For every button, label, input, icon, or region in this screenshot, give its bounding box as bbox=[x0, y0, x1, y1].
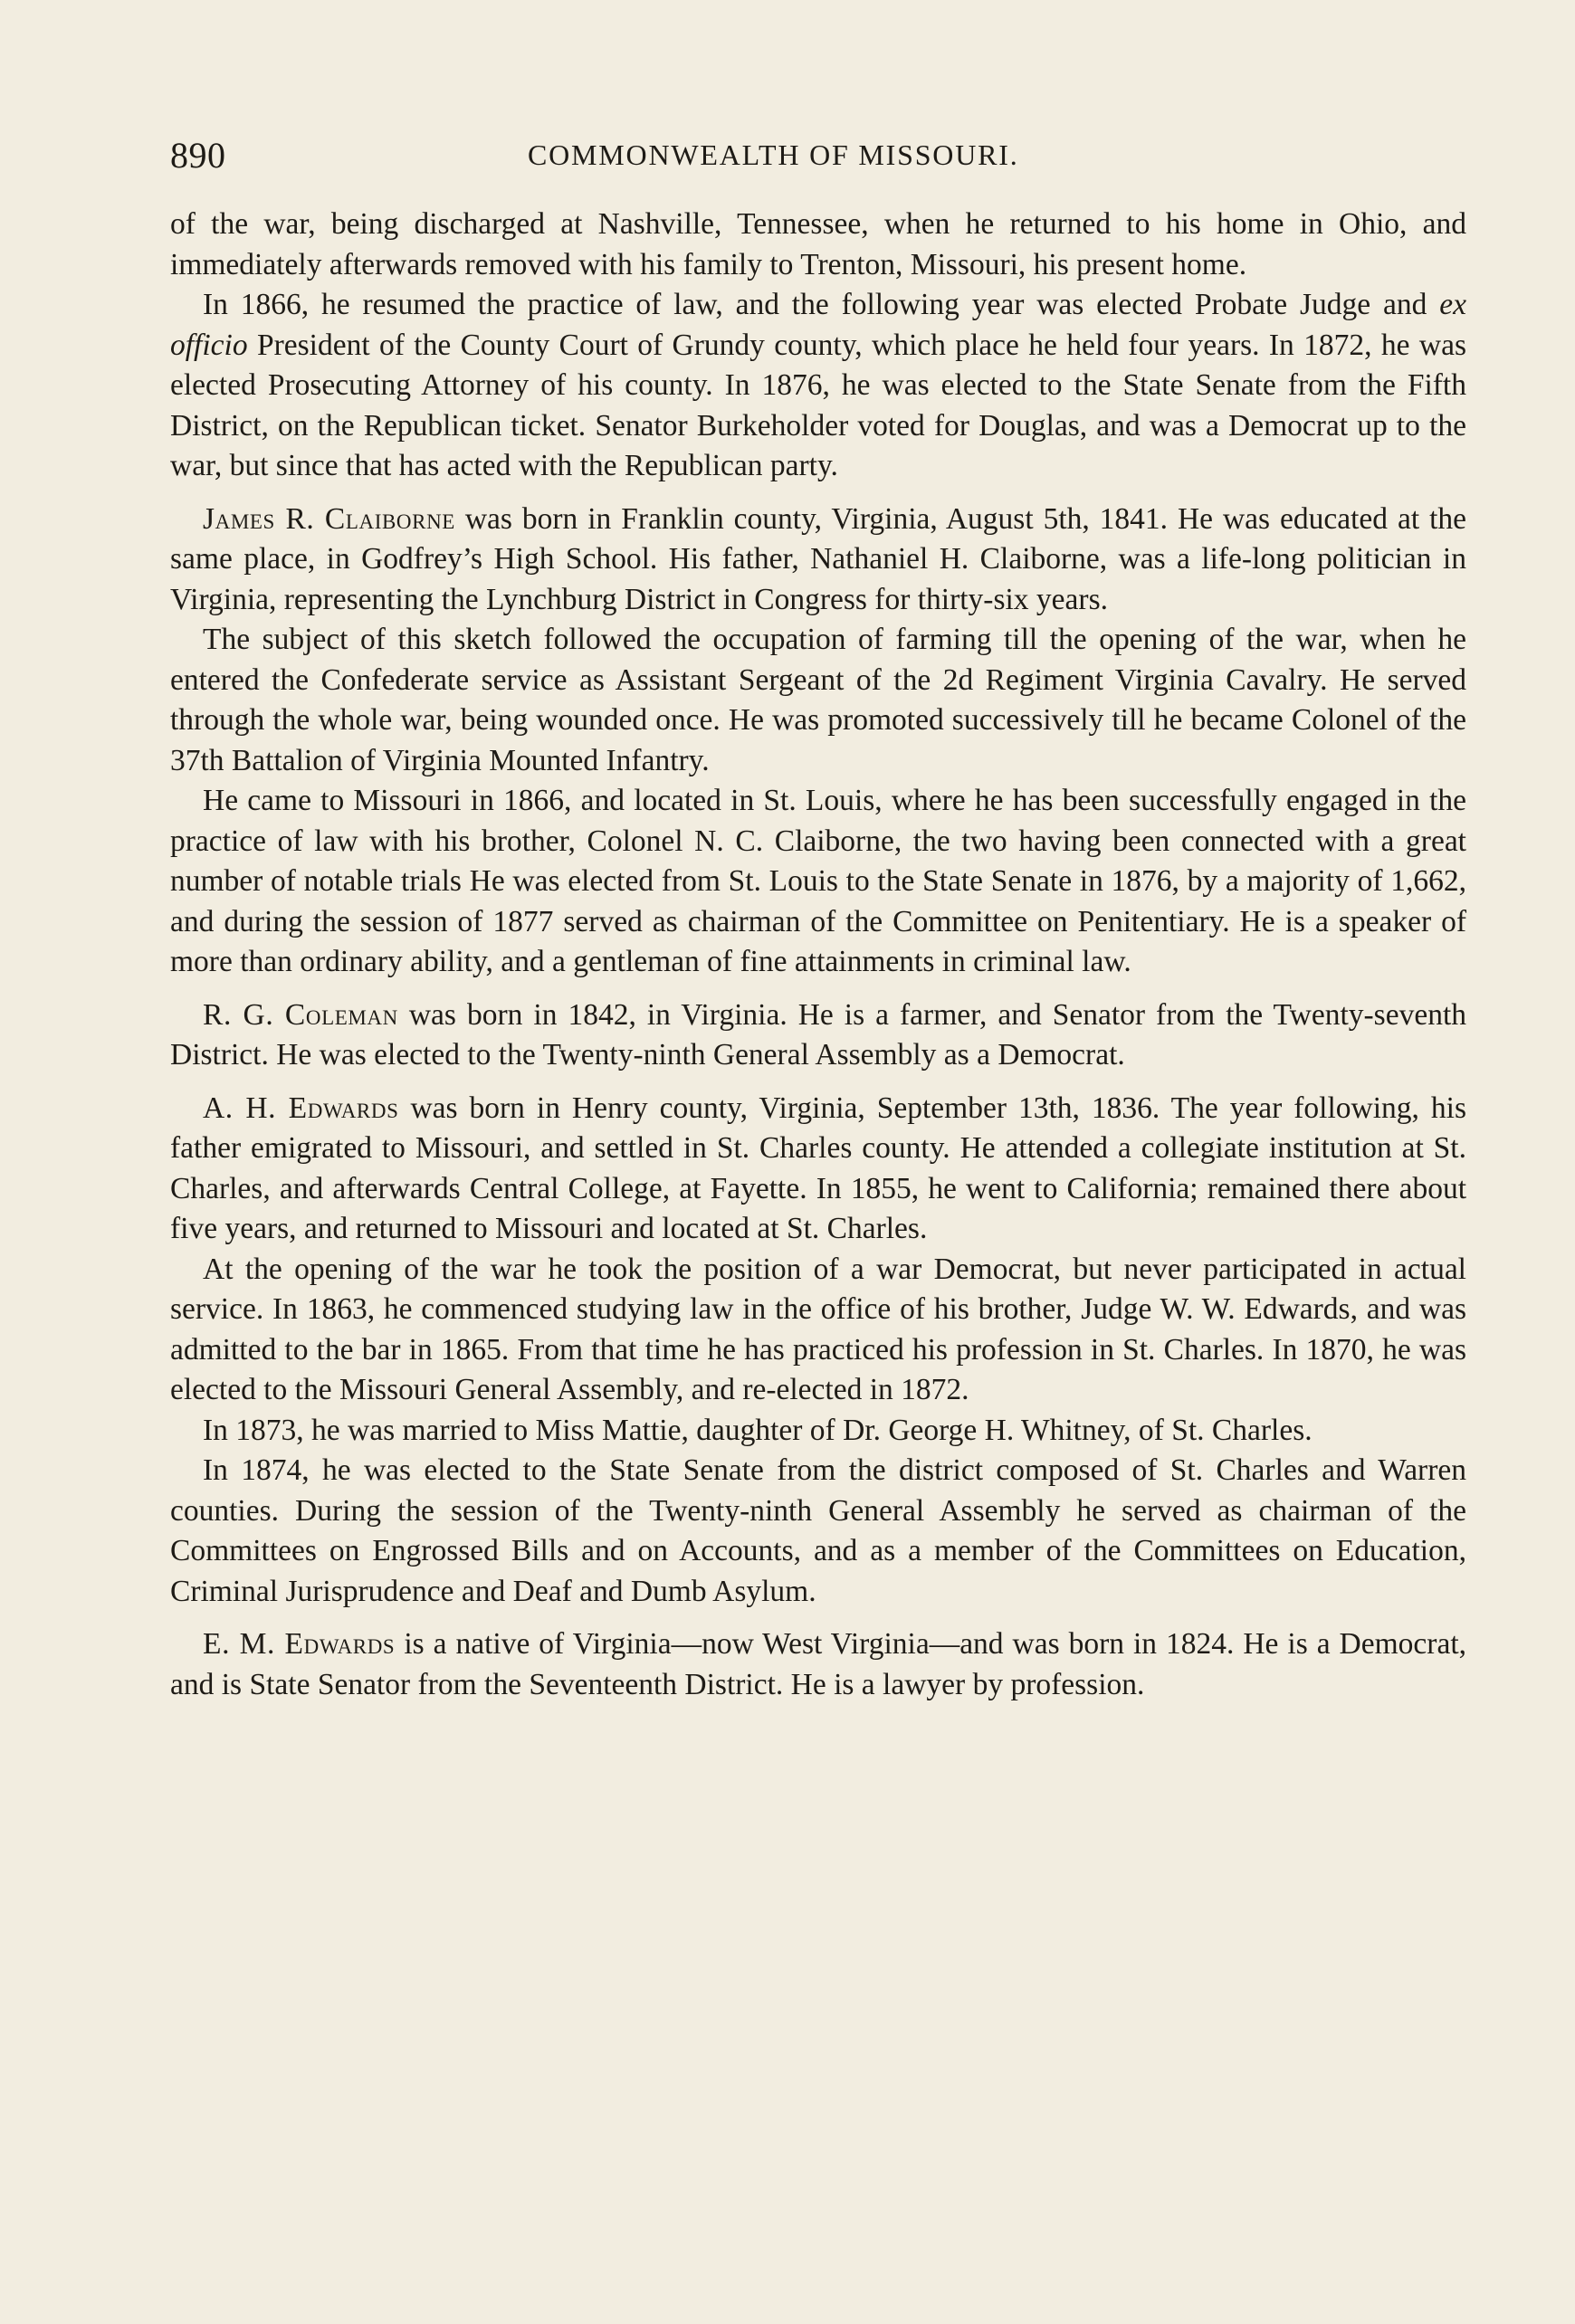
paragraph-text: In 1873, he was married to Miss Mattie, daughter of Dr. George H. Whitney, of St. Charles. bbox=[203, 1413, 1312, 1447]
paragraph-text: He came to Missouri in 1866, and located in St. Louis, where he has been successfully engaged in the practice of law with his brother, Colonel N. C. Claiborne, the two having been connected with a great number of notable trials He was elected from St. Louis to the State Senate in 1876, by a majority of 1,662, and during the session of 1877 served as chairman of the Committee on Penitentiary. He is a speaker of more than ordinary ability, and a gentleman of fine attainments in criminal law. bbox=[170, 784, 1466, 978]
paragraph-ah-edwards-marriage bbox=[170, 1411, 1466, 1452]
paragraph-text: of the war, being discharged at Nashville, Tennessee, when he returned to his home in Ohio, and immediately afterwards removed with his family to Trenton, Missouri, his present home. bbox=[170, 207, 1466, 281]
paragraph-burkeholder-war-end bbox=[170, 205, 1466, 285]
page-header bbox=[170, 134, 1465, 179]
senator-name: R. G. Coleman bbox=[203, 997, 398, 1032]
page-number: 890 bbox=[170, 135, 226, 176]
paragraph-em-edwards-bio bbox=[170, 1624, 1466, 1705]
paragraph-text: In 1874, he was elected to the State Senate from the district composed of St. Charles and Warren counties. During the session of the Twenty-ninth General Assembly he served as chairman of the Committees on Engrossed Bills and on Accounts, and as a member of the Committees on Education, Criminal Jurisprudence and Deaf and Dumb Asylum. bbox=[170, 1453, 1466, 1608]
paragraph-text: is a native of Virginia—now West Virginia—and was born in 1824. He is a Democrat, and is State Senator from the Seventeenth District. He is a lawyer by profession. bbox=[170, 1627, 1466, 1701]
senator-name: James R. Claiborne bbox=[203, 501, 455, 536]
senator-name: A. H. Edwards bbox=[203, 1091, 399, 1125]
body-text bbox=[170, 205, 1466, 1705]
paragraph-ah-edwards-bio bbox=[170, 1089, 1466, 1250]
paragraph-claiborne-war bbox=[170, 620, 1466, 781]
paragraph-text: In 1866, he resumed the practice of law, and the following year was elected Probate Judge and bbox=[203, 288, 1440, 321]
paragraph-text: was born in Franklin county, Virginia, August 5th, 1841. He was educated at the same place, in Godfrey’s High School. His father, Nathaniel H. Claiborne, was a life-long politician in Virginia, representing the Lynchburg District in Congress for thirty-six years. bbox=[170, 501, 1466, 616]
running-title: COMMONWEALTH OF MISSOURI. bbox=[528, 138, 1019, 171]
senator-name: E. M. Edwards bbox=[203, 1627, 396, 1661]
italic-phrase: ex officio bbox=[170, 288, 1466, 362]
paragraph-claiborne-bio bbox=[170, 500, 1466, 621]
paragraph-text: At the opening of the war he took the position of a war Democrat, but never participated in actual service. In 1863, he commenced studying law in the office of his brother, Judge W. W. Edwards, and was admitted to the bar in 1865. From that time he has practiced his profession in St. Charles. In 1870, he was elected to the Missouri General Assembly, and re-elected in 1872. bbox=[170, 1252, 1466, 1406]
paragraph-ah-edwards-war bbox=[170, 1250, 1466, 1411]
paragraph-burkeholder-career bbox=[170, 285, 1466, 487]
paragraph-ah-edwards-senate bbox=[170, 1451, 1466, 1612]
paragraph-claiborne-law bbox=[170, 781, 1466, 983]
paragraph-text: was born in Henry county, Virginia, September 13th, 1836. The year following, his father emigrated to Missouri, and settled in St. Charles county. He attended a collegiate institution at St. Charles, and afterwards Central College, at Fayette. In 1855, he went to California; remained there about five years, and returned to Missouri and located at St. Charles. bbox=[170, 1091, 1466, 1245]
paragraph-coleman-bio bbox=[170, 995, 1466, 1076]
paragraph-text: President of the County Court of Grundy county, which place he held four years. In 1872, he was elected Prosecuting Attorney of his county. In 1876, he was elected to the State Senate from the Fifth District, on the Republican ticket. Senator Burkeholder voted for Douglas, and was a Democrat up to the war, but since that has acted with the Republican party. bbox=[170, 328, 1466, 482]
paragraph-text: The subject of this sketch followed the occupation of farming till the opening of the war, when he entered the Confederate service as Assistant Sergeant of the 2d Regiment Virginia Cavalry. He served through the whole war, being wounded once. He was promoted successively till he became Colonel of the 37th Battalion of Virginia Mounted Infantry. bbox=[170, 623, 1466, 777]
paragraph-text: was born in 1842, in Virginia. He is a farmer, and Senator from the Twenty-seventh District. He was elected to the Twenty-ninth General Assembly as a Democrat. bbox=[170, 997, 1467, 1072]
